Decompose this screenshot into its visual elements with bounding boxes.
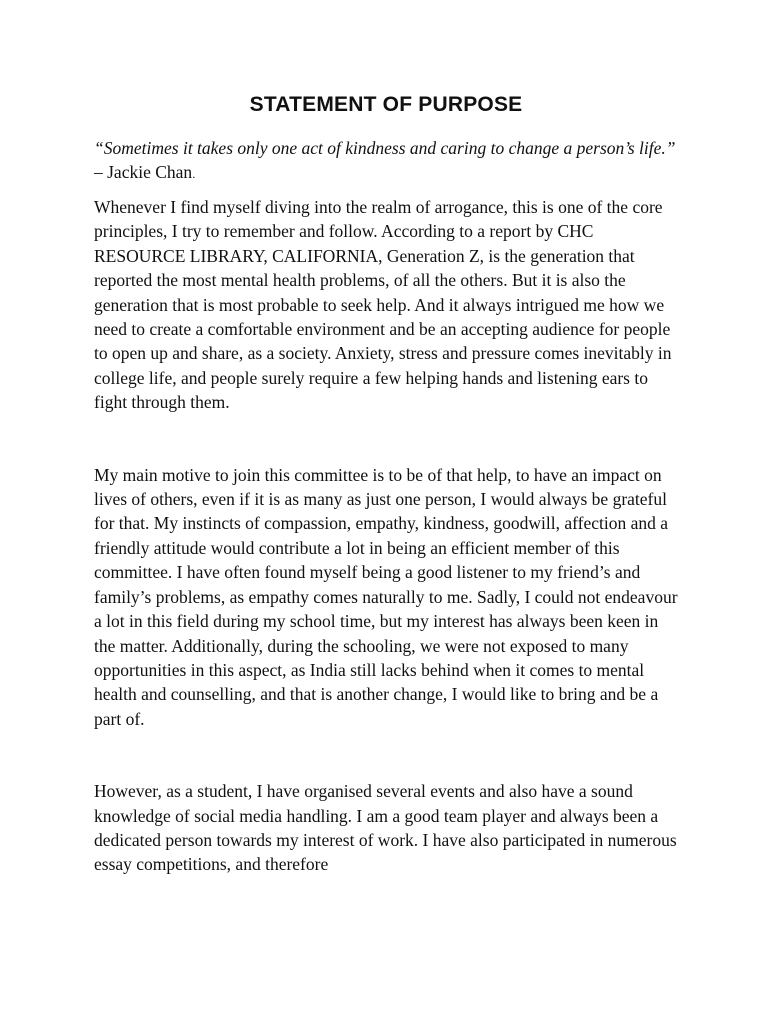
- paragraph-1: Whenever I find myself diving into the realm of arrogance, this is one of the core principles, I try to remember and follow. According to a report by CHC RESOURCE LIBRARY, CALIFORNIA, Generation Z, is the generation that reported the most mental health problems, of all the others. But it is also the generation that is most probable to seek help. And it always intrigued me how we need to create a comfortable environment and be an accepting audience for people to open up and share, as a society. Anxiety, stress and pressure comes inevitably in college life, and people surely require a few helping hands and listening ears to fight through them.: [94, 197, 672, 413]
- paragraph-2: My main motive to join this committee is to be of that help, to have an impact on lives of others, even if it is as many as just one person, I would always be grateful for that. My instincts of compassion, empathy, kindness, goodwill, affection and a friendly attitude would contribute a lot in being an efficient member of this committee. I have often found myself being a good listener to my friend’s and family’s problems, as empathy comes naturally to me. Sadly, I could not endeavour a lot in this field during my school time, but my interest has always been keen in the matter. Additionally, during the schooling, we were not exposed to many opportunities in this aspect, as India still lacks behind when it comes to mental health and counselling, and that is another change, I would like to bring and be a part of.: [94, 464, 678, 729]
- document-page: [94, 90, 678, 877]
- opening-quote: [94, 136, 678, 186]
- paragraph-3: However, as a student, I have organised several events and also have a sound knowledge of social media handling. I am a good team player and always been a dedicated person towards my interest of work. I have also participated in numerous essay competitions, and therefore: [94, 781, 677, 875]
- quote-author: – Jackie Chan: [94, 162, 193, 182]
- quote-end: .: [192, 167, 196, 181]
- page-title: STATEMENT OF PURPOSE: [249, 93, 523, 116]
- quote-text: “Sometimes it takes only one act of kindness and caring to change a person’s life.”: [94, 138, 676, 158]
